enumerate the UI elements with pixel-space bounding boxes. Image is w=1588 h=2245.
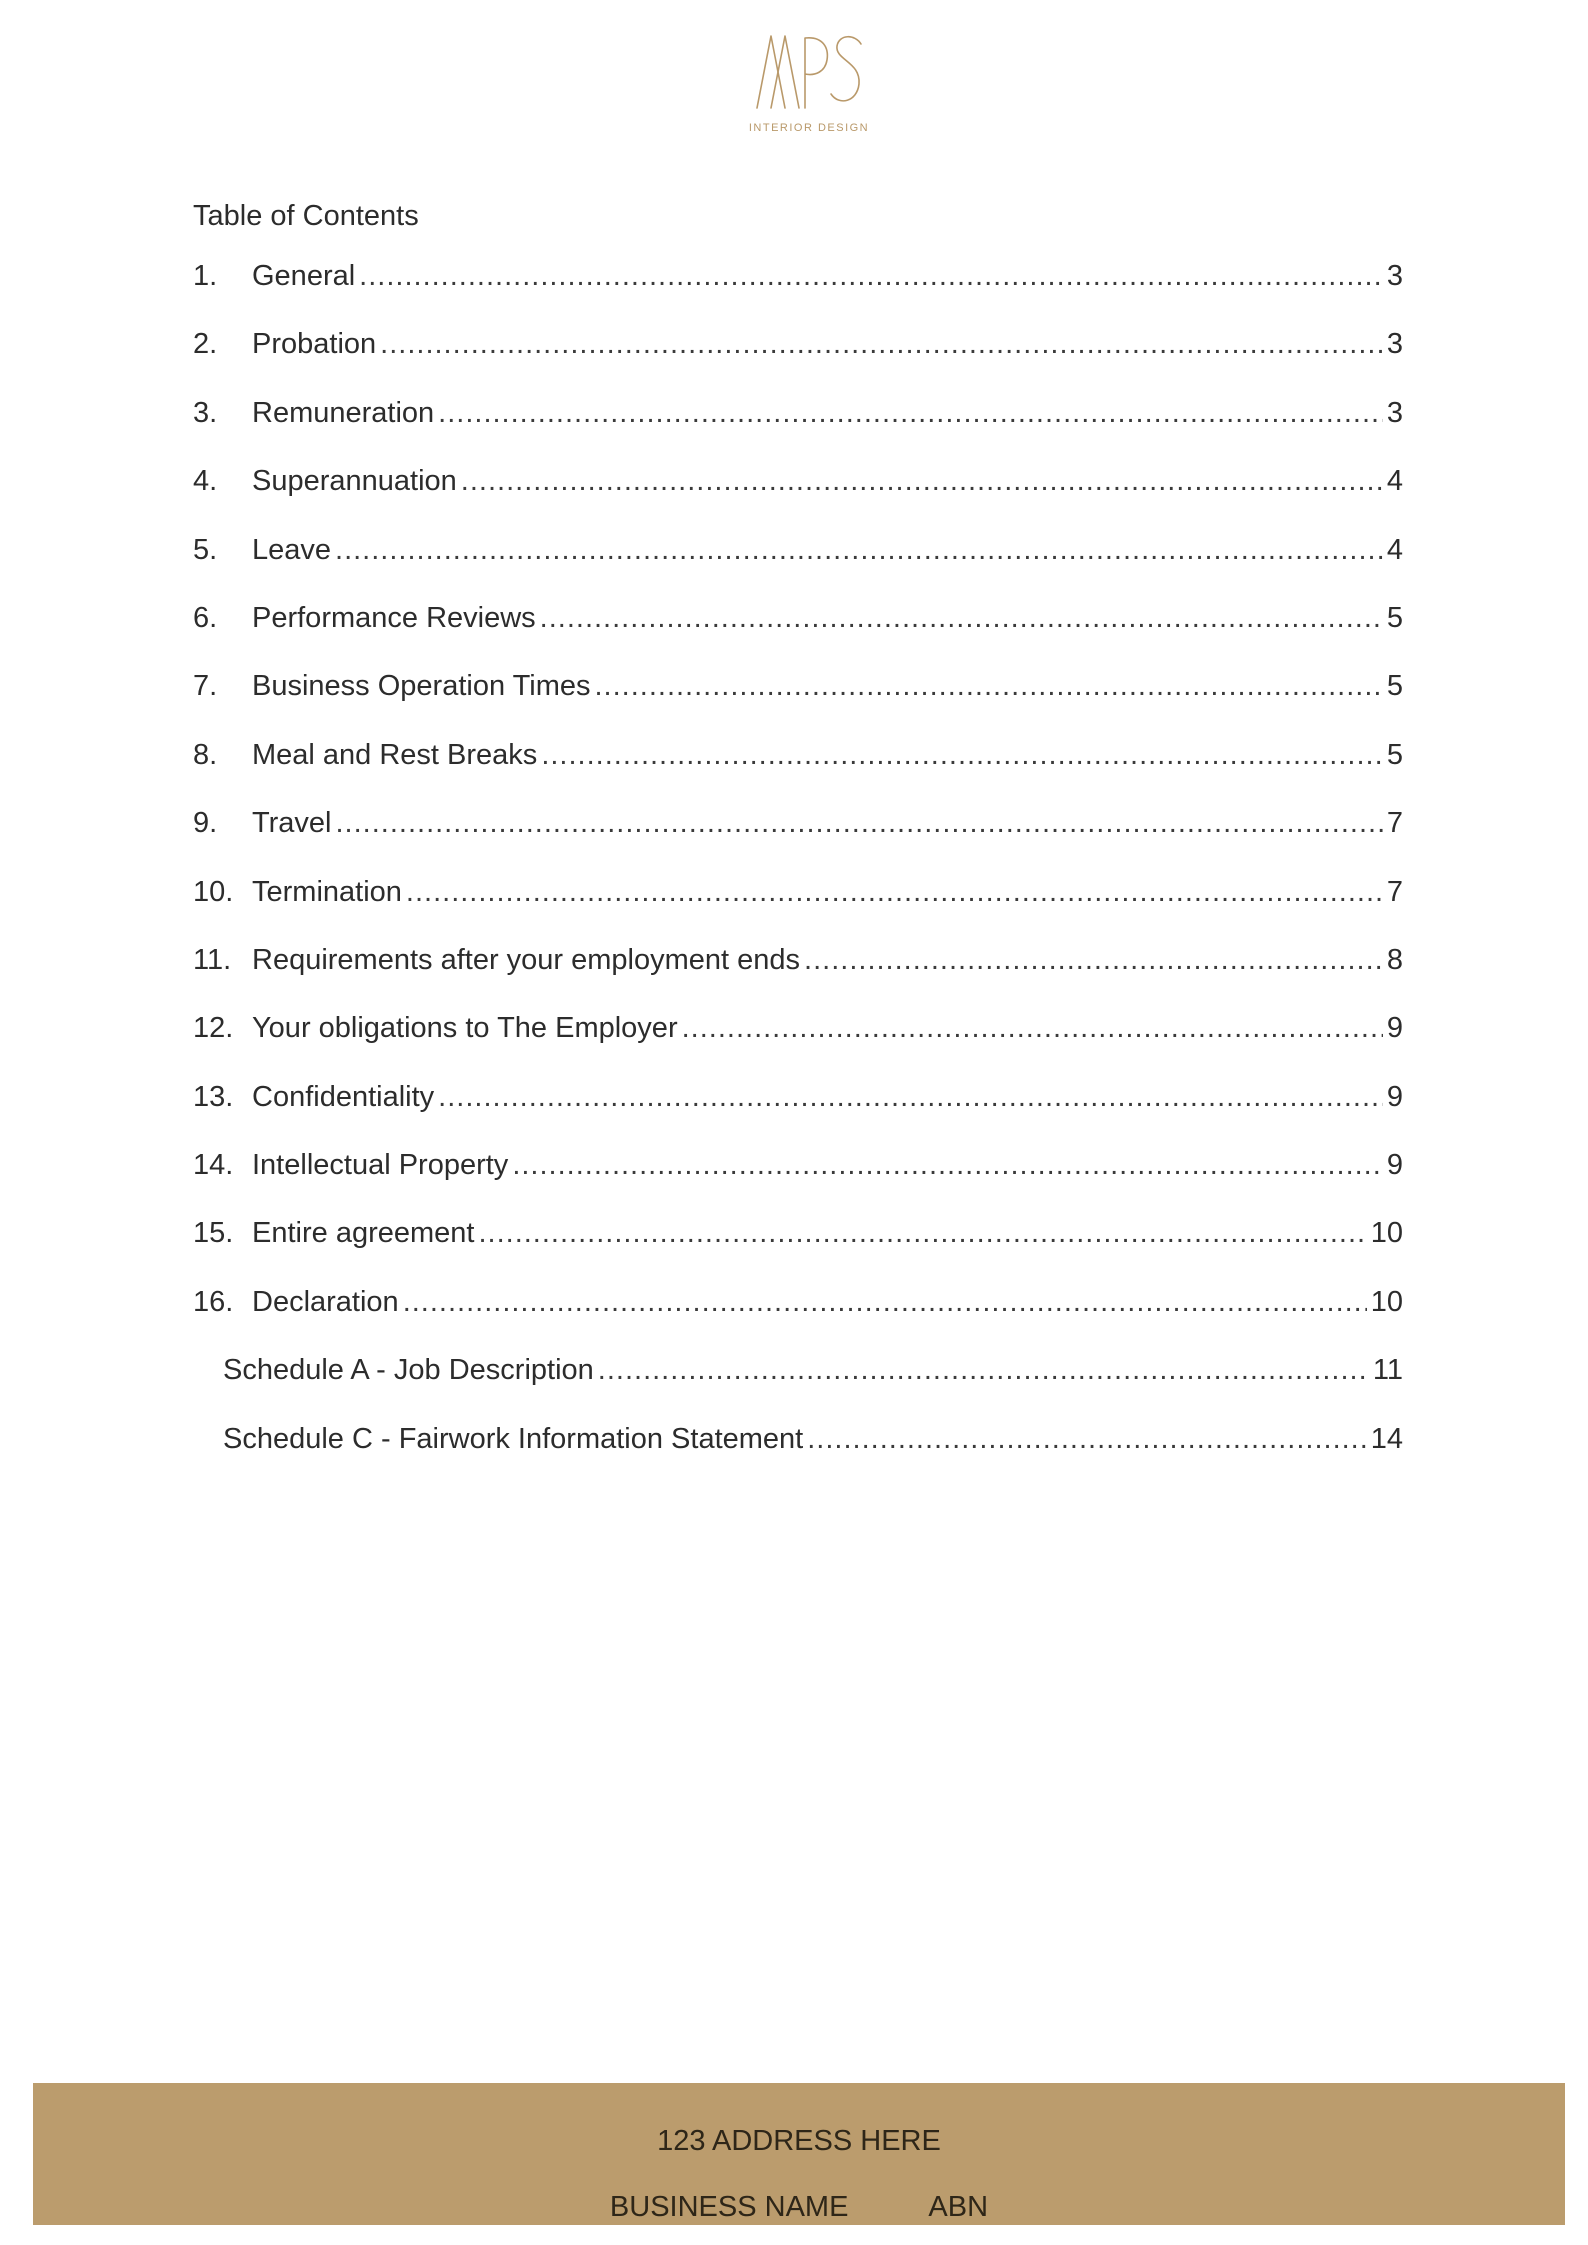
toc-dot-leader bbox=[478, 1217, 1366, 1250]
toc-entry[interactable] bbox=[193, 944, 1403, 1012]
toc-entry-page: 9 bbox=[1386, 1080, 1403, 1113]
toc-dot-leader bbox=[438, 397, 1383, 430]
toc-entry-page: 5 bbox=[1386, 738, 1403, 771]
toc-entry-number: 13. bbox=[193, 1080, 234, 1113]
toc-entry-number: 14. bbox=[193, 1149, 234, 1182]
footer-address: 123 ADDRESS HERE bbox=[657, 2125, 941, 2157]
toc-entry[interactable] bbox=[193, 1217, 1403, 1285]
toc-entry-label: Declaration bbox=[252, 1285, 399, 1318]
mps-logo-mark-icon bbox=[749, 28, 869, 118]
toc-entry[interactable] bbox=[193, 1012, 1403, 1080]
toc-dot-leader bbox=[380, 328, 1383, 361]
toc-entry-page: 7 bbox=[1386, 807, 1403, 840]
toc-entry[interactable] bbox=[193, 1423, 1403, 1491]
toc-entry-page: 8 bbox=[1386, 943, 1403, 976]
toc-entry[interactable] bbox=[193, 260, 1403, 328]
toc-entry-page: 9 bbox=[1386, 1012, 1403, 1045]
toc-entry-label: Requirements after your employment ends bbox=[252, 943, 801, 976]
toc-entry-page: 5 bbox=[1386, 601, 1403, 634]
toc-entry-label: Remuneration bbox=[252, 396, 435, 429]
company-logo bbox=[744, 28, 874, 140]
toc-entry-label: Schedule A - Job Description bbox=[223, 1354, 594, 1387]
toc-entry-label: Performance Reviews bbox=[252, 601, 536, 634]
toc-dot-leader bbox=[804, 944, 1383, 977]
footer-business-line bbox=[33, 2191, 1565, 2224]
toc-dot-leader bbox=[335, 534, 1383, 567]
toc-entry-page: 10 bbox=[1370, 1217, 1403, 1250]
toc-entry-number: 2. bbox=[193, 328, 218, 361]
toc-entry-number: 4. bbox=[193, 465, 218, 498]
toc-entry[interactable] bbox=[193, 465, 1403, 533]
toc-entry-page: 14 bbox=[1370, 1422, 1403, 1455]
toc-entry-page: 4 bbox=[1386, 533, 1403, 566]
toc-entry[interactable] bbox=[193, 1354, 1403, 1422]
toc-entry-label: Entire agreement bbox=[252, 1217, 475, 1250]
toc-entry[interactable] bbox=[193, 328, 1403, 396]
toc-dot-leader bbox=[406, 876, 1383, 909]
toc-entry-label: Superannuation bbox=[252, 465, 457, 498]
toc-entry-number: 1. bbox=[193, 260, 218, 292]
toc-entry-number: 3. bbox=[193, 396, 218, 429]
toc-entry-label: Business Operation Times bbox=[252, 670, 591, 703]
toc-entry-page: 3 bbox=[1386, 396, 1403, 429]
toc-entry-number: 7. bbox=[193, 670, 218, 703]
toc-entry-page: 10 bbox=[1370, 1285, 1403, 1318]
toc-entry-number: 9. bbox=[193, 807, 218, 840]
toc-entry-page: 3 bbox=[1386, 328, 1403, 361]
toc-dot-leader bbox=[540, 602, 1383, 635]
toc-entry-number: 10. bbox=[193, 875, 234, 908]
toc-entry-label: Your obligations to The Employer bbox=[252, 1012, 678, 1045]
toc-list bbox=[193, 260, 1403, 1491]
toc-entry[interactable] bbox=[193, 397, 1403, 465]
toc-entry[interactable] bbox=[193, 602, 1403, 670]
toc-dot-leader bbox=[594, 670, 1382, 703]
logo-subtitle: INTERIOR DESIGN bbox=[748, 122, 870, 134]
toc-entry-page: 9 bbox=[1386, 1149, 1403, 1182]
footer-abn: ABN bbox=[928, 2191, 989, 2223]
toc-entry-number: 16. bbox=[193, 1285, 234, 1318]
toc-entry[interactable] bbox=[193, 876, 1403, 944]
toc-dot-leader bbox=[359, 260, 1383, 293]
toc-entry[interactable] bbox=[193, 670, 1403, 738]
table-of-contents bbox=[193, 192, 1403, 1491]
toc-entry-label: Termination bbox=[252, 875, 402, 908]
toc-entry[interactable] bbox=[193, 807, 1403, 875]
toc-entry-number: 5. bbox=[193, 533, 218, 566]
toc-dot-leader bbox=[598, 1354, 1369, 1387]
toc-entry-label: Schedule C - Fairwork Information Statement bbox=[223, 1422, 804, 1455]
toc-entry-page: 7 bbox=[1386, 875, 1403, 908]
toc-entry-label: Travel bbox=[252, 807, 332, 840]
toc-entry-page: 5 bbox=[1386, 670, 1403, 703]
toc-entry-page: 11 bbox=[1372, 1354, 1403, 1387]
toc-dot-leader bbox=[512, 1149, 1383, 1182]
toc-entry-label: Confidentiality bbox=[252, 1080, 435, 1113]
toc-entry-number: 8. bbox=[193, 738, 218, 771]
footer-business-name: BUSINESS NAME bbox=[609, 2191, 849, 2223]
toc-entry-page: 4 bbox=[1386, 465, 1403, 498]
toc-entry[interactable] bbox=[193, 1149, 1403, 1217]
toc-entry-page: 3 bbox=[1386, 260, 1403, 292]
toc-entry[interactable] bbox=[193, 534, 1403, 602]
toc-entry-number: 12. bbox=[193, 1012, 234, 1045]
toc-dot-leader bbox=[541, 739, 1383, 772]
toc-entry-number: 6. bbox=[193, 601, 218, 634]
toc-entry-label: Leave bbox=[252, 533, 332, 566]
toc-title: Table of Contents bbox=[193, 200, 419, 232]
toc-entry[interactable] bbox=[193, 1286, 1403, 1354]
toc-dot-leader bbox=[461, 465, 1383, 498]
toc-dot-leader bbox=[403, 1286, 1367, 1319]
page-footer bbox=[33, 2083, 1565, 2225]
toc-entry-number: 11. bbox=[193, 943, 232, 976]
toc-entry-label: Intellectual Property bbox=[252, 1149, 509, 1182]
toc-entry[interactable] bbox=[193, 739, 1403, 807]
toc-dot-leader bbox=[682, 1012, 1383, 1045]
toc-entry[interactable] bbox=[193, 1081, 1403, 1149]
toc-dot-leader bbox=[336, 807, 1383, 840]
toc-dot-leader bbox=[438, 1081, 1383, 1114]
toc-entry-number: 15. bbox=[193, 1217, 234, 1250]
toc-entry-label: Meal and Rest Breaks bbox=[252, 738, 538, 771]
toc-dot-leader bbox=[807, 1423, 1366, 1456]
toc-entry-label: Probation bbox=[252, 328, 377, 361]
toc-entry-label: General bbox=[252, 260, 356, 292]
